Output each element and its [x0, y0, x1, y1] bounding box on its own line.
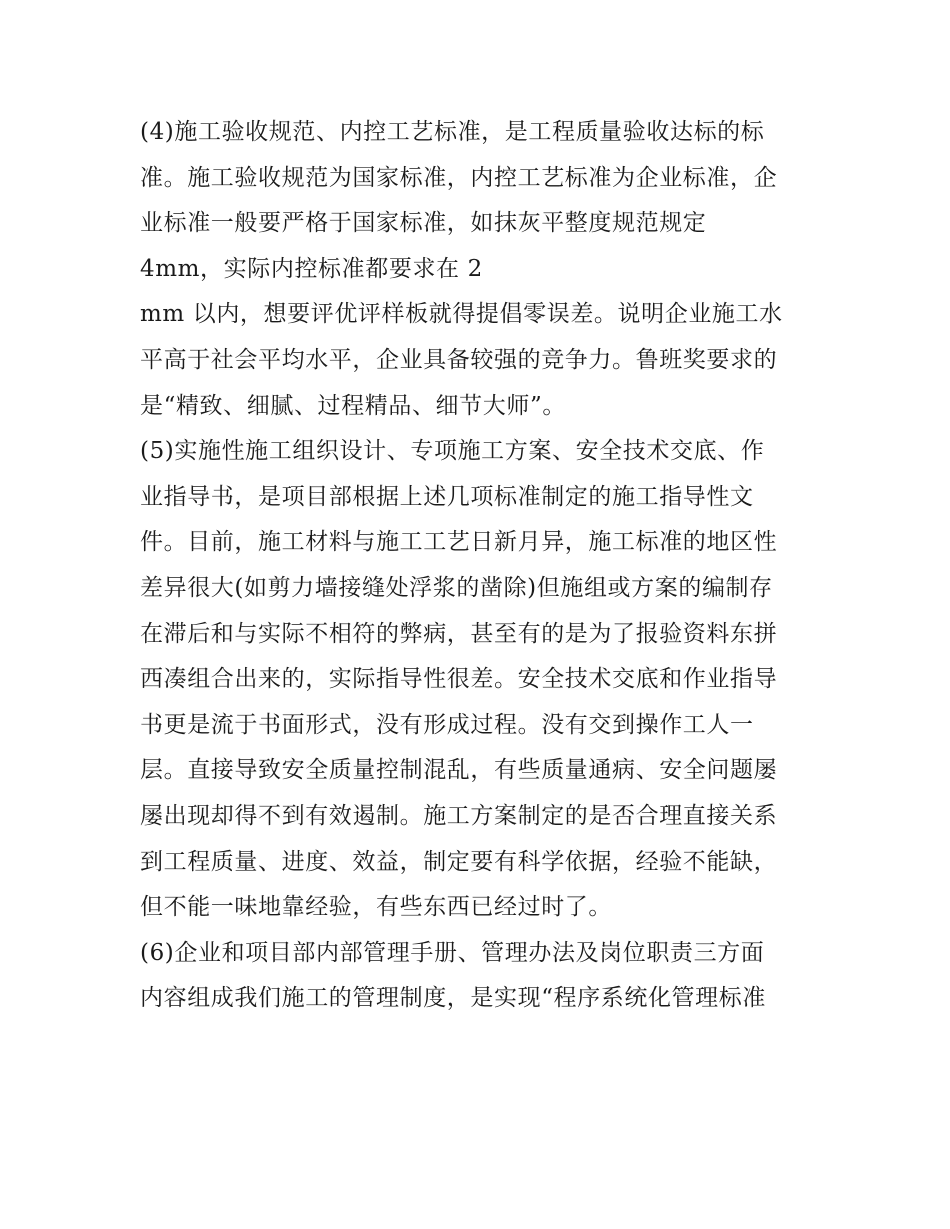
text-line: 内容组成我们施工的管理制度，是实现“程序系统化管理标准 — [140, 985, 766, 1012]
text-line: (4)施工验收规范、内控工艺标准，是工程质量验收达标的标 — [140, 119, 765, 145]
text-line: 屡出现却得不到有效遏制。施工方案制定的是否合理直接关系 — [140, 802, 778, 829]
text-line: 业指导书，是项目部根据上述几项标准制定的施工指导性文 — [140, 483, 754, 510]
text-line: 平高于社会平均水平，企业具备较强的竞争力。鲁班奖要求的 — [140, 346, 778, 373]
text-line: (5)实施性施工组织设计、专项施工方案、安全技术交底、作 — [140, 438, 765, 465]
text-line: 但不能一味地靠经验，有些东西已经过时了。 — [140, 894, 612, 921]
text-line: 层。直接导致安全质量控制混乱，有些质量通病、安全问题屡 — [140, 757, 778, 784]
text-line: 到工程质量、进度、效益，制定要有科学依据，经验不能缺， — [140, 848, 778, 875]
text-line: 在滞后和与实际不相符的弊病，甚至有的是为了报验资料东拼 — [140, 620, 778, 647]
text-line: 业标准一般要严格于国家标准，如抹灰平整度规范规定 — [140, 210, 707, 237]
body-text — [140, 110, 820, 1022]
text-line: 差异很大(如剪力墙接缝处浮浆的凿除)但施组或方案的编制存 — [140, 574, 773, 601]
text-line: 件。目前，施工材料与施工工艺日新月异，施工标准的地区性 — [140, 529, 778, 556]
text-line: 西凑组合出来的，实际指导性很差。安全技术交底和作业指导 — [140, 666, 778, 693]
text-line: (6)企业和项目部内部管理手册、管理办法及岗位职责三方面 — [140, 939, 765, 966]
text-line: 书更是流于书面形式，没有形成过程。没有交到操作工人一 — [140, 711, 754, 738]
text-line: 4mm，实际内控标准都要求在 2 — [140, 255, 483, 282]
text-line: 准。施工验收规范为国家标准，内控工艺标准为企业标准，企 — [140, 164, 778, 191]
text-line: 是“精致、细腻、过程精品、细节大师”。 — [140, 392, 566, 419]
text-line: mm 以内，想要评优评样板就得提倡零误差。说明企业施工水 — [140, 301, 783, 328]
